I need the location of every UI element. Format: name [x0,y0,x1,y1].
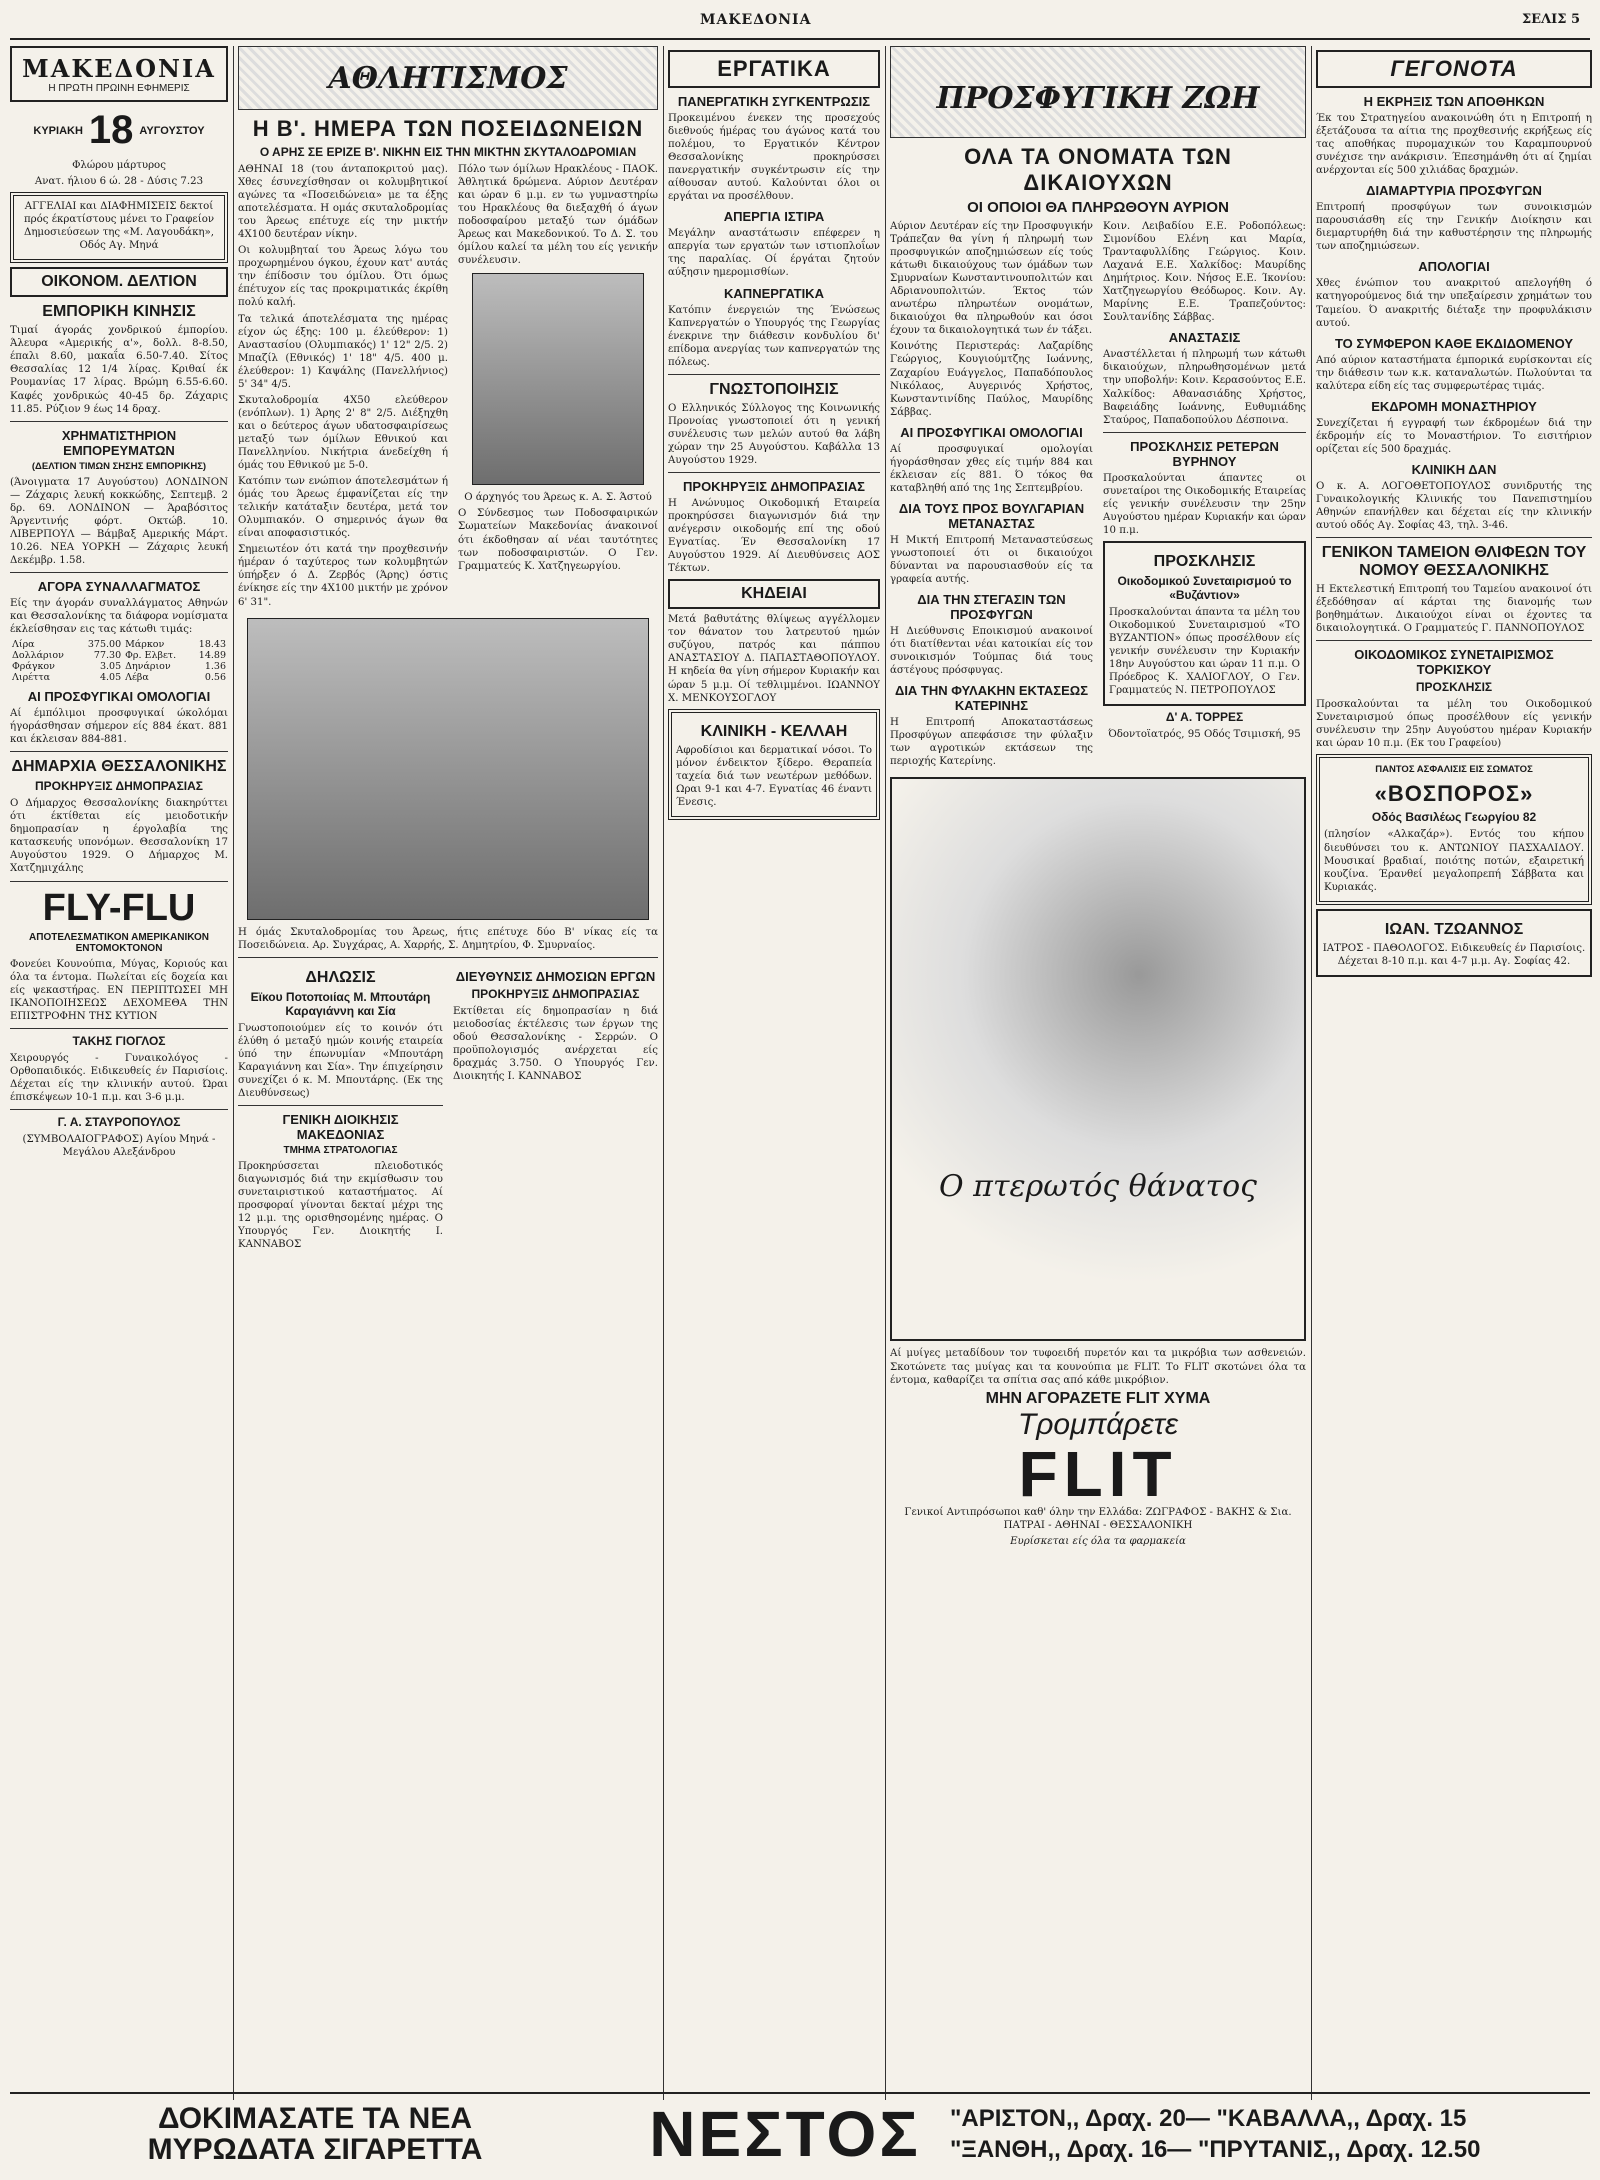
paragraph: Ο κ. Α. ΛΟΓΟΘΕΤΟΠΟΥΛΟΣ συνιδρυτής της Γυναικολογικής Κλινικής του Πανεπιστημίου Αθηνών επανήλθεν και δέχεται είς την κλινικήν αυτού οδός Αγ. Σοφίας 43, τηλ. 3-46. [1316,480,1592,532]
rate-name: Λιρέττα [12,672,51,684]
rate-value: 0.56 [204,672,226,684]
divider [1316,537,1592,538]
page-running-title: ΜΑΚΕΔΟΝΙΑ [700,12,812,28]
section-heading: Η ΕΚΡΗΞΙΣ ΤΩΝ ΑΠΟΘΗΚΩΝ [1363,94,1545,109]
rate-value: 18.43 [198,639,226,651]
econ-bulletin-title [10,267,228,297]
sports-right-area [458,163,658,612]
sports-headline: Η Β'. ΗΜΕΡΑ ΤΩΝ ΠΟΣΕΙΔΩΝΕΙΩΝ [252,116,644,141]
paragraph: Πόλο των όμίλων Ηρακλέους - ΠΑΟΚ. Άθλητικά δρώμενα. Αύριον Δευτέραν και ώραν 6 μ.μ. εν τω γυμναστηρίω του Ηρακλέους θα διεξαχθή ό άγων ποδοσφαίρου μεταξύ των όμάδων Άρεως και Μακεδονικού. Το Δ. Σ. του όμίλου καλεί τα μέλη του είς γενικήν συνέλευσιν. [458,164,658,267]
date-month: ΑΥΓΟΥΣΤΟΥ [139,124,205,137]
rate-name: Δηνάριον [125,661,171,673]
date-sun: Ανατ. ήλιου 6 ώ. 28 - Δύσις 7.23 [34,176,204,188]
econ-title-text: ΟΙΚΟΝΟΜ. ΔΕΛΤΙΟΝ [41,273,197,291]
rate-name: Φράγκον [12,661,55,673]
section-heading: ΤΟ ΣΥΜΦΕΡΟΝ ΚΑΘΕ ΕΚΔΙΔΟΜΕΝΟΥ [1334,335,1574,351]
paragraph: Κατόπιν των ενώπιον άποτελεσμάτων ή όμάς του Άρεως έμφανίζεται είς την τελικήν κατάταξιν δευτέρα, μετά τον Ολυμπιακόν. Ο σημερινός άγων θα είναι αποφασιστικός. [238,476,448,540]
section-heading: ΑΝΑΣΤΑΣΙΣ [1168,330,1241,346]
column-divider [663,46,664,2100]
divider [10,881,228,882]
pension-title: ΓΕΝΙΚΟΝ ΤΑΜΕΙΟΝ ΘΛΙΦΕΩΝ ΤΟΥ ΝΟΜΟΥ ΘΕΣΣΑΛΟΝΙΚΗΣ [1321,544,1587,580]
section-heading: ΚΛΙΝΙΚΗ ΔΑΝ [1411,461,1497,477]
doctor-text: ΙΑΤΡΟΣ - ΠΑΘΟΛΟΓΟΣ. Ειδικευθείς έν Παρισίοις. Δέχεται 8-10 π.μ. και 4-7 μ.μ. Αγ. Σοφίας 42. [1322,942,1586,967]
events-title-box [1316,50,1592,88]
doctor-name: ΙΩΑΝ. ΤΖΩΑΝΝΟΣ [1384,920,1524,938]
municipal-title: ΔΗΜΑΡΧΙΑ ΘΕΣΣΑΛΟΝΙΚΗΣ [11,758,227,776]
divider [238,957,658,958]
announcement-subtitle: Εϊκου Ποτοποιίας Μ. Μπουτάρη Καραγιάννη και Σία [250,989,431,1018]
dentist-name: Δ' Α. ΤΟΡΡΕΣ [1165,710,1244,725]
divider [10,1109,228,1110]
divider [238,1105,443,1106]
column-left [10,46,228,1162]
cigarette-ad-slogan [10,2103,620,2166]
divider [668,472,880,473]
rate-name: Δολλάριον [12,650,64,662]
ads-notice-text: ΑΓΓΕΛΙΑΙ και ΔΙΑΦΗΜΙΣΕΙΣ δεκτοί πρός έκρατίστους μένει το Γραφείον Δημοσιεύσεων της «Μ. Λαγουδάκη», Οδός Αγ. Μηνά [23,201,215,252]
bosporos-ad [1316,754,1592,904]
paragraph: Συνεχίζεται ή εγγραφή των έκδρομέων διά την έκδρομήν είς το Μοναστήριον. Το εισιτήριον ορίζεται είς 500 δραχμάς. [1316,417,1592,455]
flit-footer: Ευρίσκεται είς όλα τα φαρμακεία [1010,1535,1186,1547]
econ-text: Τιμαί άγοράς χονδρικού έμπορίου. Άλευρα «Αμερικής α'», δολλ. 8-8.50, έπαλι 8.60, μακαΐα 6.50-7.40. Σίτος Θεσσαλίας 12 1/4 λίρας. Κριθαί έκ Ρουμανίας 17 λίρας. Βρώμη 6.55-6.60. Καφές χονδρικώς 40-45 δρ. Ζάχαρις 11.85. Ρύζιον 9 έως 14 δραχ. [10,325,228,415]
sports-left-text [238,163,448,612]
sports-bottom-area [238,963,658,1255]
paragraph: Αί προσφυγικαί ομολογίαι ήγοράσθησαν χθες είς τιμήν 884 και έκλεισαν είς 881. Ό τόκος θα καταβληθή από της 1ης Σεπτεμβρίου. [890,443,1093,494]
divider [10,1028,228,1029]
events-title: ΓΕΓΟΝΟΤΑ [1390,56,1518,81]
paragraph: ΑΘΗΝΑΙ 18 (του άνταποκριτού μας). Χθες έσυνεχίσθησαν οι κολυμβητικοί αγώνες τα «Ποσειδώνεια» με τα έξης αποτελέσματα. Η ομάς σκυταλοδρομίας του Άρεως επέτυχε είς την μικτήν 4Χ100 δευτέραν νίκην. [238,164,448,241]
labor-title-box [668,50,880,88]
paragraph: Αύριον Δευτέραν είς την Προσφυγικήν Τράπεζαν θα γίνη ή πληρωμή των προσφυγικών αποζημιώσεων είς τούς κάτωθι δικαιούχους των όμάδων των Σμυρναίων Κωνσταντινουπολιτών και Αδριανουπολιτών. Έκτος τών ανωτέρω πληρωτέων ονομάτων, δικαιούχοι θα πληρωθούν και όσοι έχουν τα δικαιολογητικά των έν τάξει. [890,221,1093,337]
section-heading: ΠΡΟΚΗΡΥΞΙΣ ΔΗΜΟΠΡΑΣΙΑΣ [683,478,865,494]
column-refugee [890,46,1306,1551]
refugee-bonds-title: ΑΙ ΠΡΟΣΦΥΓΙΚΑΙ ΟΜΟΛΟΓΙΑΙ [27,689,211,705]
invite-title: ΠΡΟΣΚΛΗΣΙΣ [1153,552,1256,570]
team-photo [247,618,649,920]
divider [668,374,880,375]
funerals-title-box [668,579,880,609]
paragraph: Επιτροπή προσφύγων των συνοικισμών παρουσιάσθη είς την Γενικήν Διοίκησιν και διεμαρτυρήθη διά την καθυστέρησιν της πληρωμής των αποζημιώσεων. [1316,202,1592,253]
paragraph: Χθες ένώπιον του ανακριτού απελογήθη ό κατηγορούμενος διά την υπεξαίρεσιν χρημάτων του Ταμείου. Ό ανακριτής διέταξε την προφυλάκισιν αυτού. [1316,278,1592,329]
bosporos-title: «ΒΟΣΠΟΡΟΣ» [1374,781,1534,807]
municipal-text: Ο Δήμαρχος Θεσσαλονίκης διακηρύττει ότι έκτίθεται είς μειοδοτικήν δημοπρασίαν η έργολαβία της κατασκευής υπονόμων. Θεσσαλονίκη 17 Αυγούστου 1929. Ο Δήμαρχος Μ. Χατζημιχάλης [10,798,228,875]
divider [10,751,228,752]
currency-text: Είς την άγοράν συναλλάγματος Αθηνών και Θεσσαλονίκης τα διάφορα νομίσματα έκλείσθησαν εις τας κάτωθι τιμάς: [10,597,228,636]
pension-text: Η Εκτελεστική Επιτροπή του Ταμείου ανακοινοί ότι έξεδόθησαν αί κάρται της διανομής των βοηθημάτων. Δικαιούχοι είναι οι έχοντες τα δικαιολογητικά. Ο Γραμματεύς Γ. ΠΑΝΝΟΠΟΥΛΟΣ [1316,584,1592,635]
table-row [10,672,228,683]
exchange-text: (Άνοιγματα 17 Αυγούστου) ΛΟΝΔΙΝΟΝ — Ζάχαρις λευκή κοκκώδης, Σεπτεμβ. 2 δρ. 69. ΛΟΝΔΙΝΟΝ — Άραβόσιτος Άργεντινής φόρτ. Οκτώβ. 10. ΛΙΒΕΡΠΟΥΛ — Βάμβαξ Αμερικής Μάρτ. 10.26. ΝΕΑ ΥΟΡΚΗ — Ζάχαρις λευκή Δεκέμβρ. 1.58. [10,476,228,566]
cigarette-brand: ΝΕΣΤΟΣ [649,2098,921,2170]
sports-banner-title: ΑΘΛΗΤΙΣΜΟΣ [328,61,568,96]
section-heading: ΔΙΑ ΤΗΝ ΦΥΛΑΚΗΝ ΕΚΤΑΣΕΩΣ ΚΑΤΕΡΙΝΗΣ [894,683,1089,714]
paragraph: Προσκαλούνται άπαντες οι συνεταίροι της Οικοδομικής Εταιρείας είς γενικήν συνέλευσιν την 25ην Αυγούστου ημέραν Κυριακήν και ώραν 10 π.μ. [1103,472,1306,536]
paragraph: Κοιν. Λειβαδίου Ε.Ε. Ροδοπόλεως: Σιμονίδου Ελένη και Μαρία, Τρανταφυλλίδης Γεώργιος. Κοιν. Λαχανά Ε.Ε. Χαλκίδος: Μαυρίδης Δημήτριος. Κοιν. Νήσος Ε.Ε. Ίκονίου: Χατζηγεωργίου Θεόδωρος. Κοιν. Αγ. Μαρίνης Ε.Ε. Τραπεζούντος: Σουλτανίδης Σάββας. [1103,221,1306,324]
rate-value: 3.05 [99,661,122,673]
refugee-banner [890,46,1306,138]
divider [1103,432,1306,433]
dentist-text: Όδοντοϊατρός, 95 Οδός Τσιμισκή, 95 [1108,729,1301,741]
clinic-title: ΚΛΙΝΙΚΗ - ΚΕΛΛΑΗ [700,722,848,740]
refugee-subheadline: ΟΙ ΟΠΟΙΟΙ ΘΑ ΠΛΗΡΩΘΟΥΝ ΑΥΡΙΟΝ [967,199,1229,216]
doctor-name: ΤΑΚΗΣ ΓΙΟΓΛΟΣ [72,1033,166,1048]
date-day-name: ΚΥΡΙΑΚΗ [33,124,83,137]
price-line-1: "ΑΡΙΣΤΟΝ,, Δραχ. 20— "ΚΑΒΑΛΛΑ,, Δραχ. 15 [950,2104,1467,2132]
rate-name: Φρ. Ελβετ. [125,650,177,662]
paragraph: Μεγάλην αναστάτωσιν επέφερεν η απεργία των εργατών των ιστιοπλοΐων της παραλίας. Οί έργάται ζητούν αύξησιν ημερομισθίων. [668,228,880,279]
paragraph: Η Επιτροπή Αποκαταστάσεως Προσφύγων απεφάσισε την φύλαξιν των αγροτικών εκτάσεων της περιοχής Κατερίνης. [890,717,1093,768]
municipal-subtitle: ΠΡΟΚΗΡΥΞΙΣ ΔΗΜΟΠΡΑΣΙΑΣ [35,779,203,794]
coop-subtitle: ΠΡΟΣΚΛΗΣΙΣ [1415,680,1493,695]
rate-value: 375.00 [87,639,122,651]
paragraph: Έκ του Στρατηγείου ανακοινώθη ότι η Επιτροπή η έξετάζουσα τα αίτια της προχθεσινής εκρήξεως είς τας αποθήκας πυρομαχικών του Καραμπουρνού συνέχισε την ανάκρισιν. Έπεσημάνθη ότι αί ζημίαι ανέρχονται είς 500 χιλιάδας δραχμών. [1316,113,1592,177]
paragraph: Προκειμένου ένεκεν της προσεχούς διεθνούς ήμέρας του άγώνος κατά του πολέμου, το Εργατικόν Κέντρον Θεσσαλονίκης προκηρύσσει πανεργατικήν συγκέντρωσιν είς την αίθουσαν αυτού. Καλούνται όλοι οι εργάται να προσέλθουν. [668,113,880,203]
flit-text: Αί μυίγες μεταδίδουν τον τυφοειδή πυρετόν και τα μικρόβια των ασθενειών. Σκοτώνετε τας μυίγας και τα κουνούπια με FLIT. Το FLIT σκοτώνει όλα τα έντομα, καθαρίζει τα σπίτια σας από κάθε μικρόβιον. [890,1348,1306,1386]
cigarette-prices [950,2103,1590,2165]
section-heading: ΑΙ ΠΡΟΣΦΥΓΙΚΑΙ ΟΜΟΛΟΓΙΑΙ [900,424,1083,440]
column-divider [233,46,234,2100]
refugee-bonds-text: Αί έμπόλιμοι προσφυγικαί ώκολόμαι ήγοράσθησαν σήμερον είς 884 έκατ. 881 και έκλεισαν 884-881. [10,708,228,746]
cigarette-ad-banner [10,2092,1590,2174]
currency-title: ΑΓΟΡΑ ΣΥΝΑΛΛΑΓΜΑΤΟΣ [37,578,201,594]
refugee-text-area [890,220,1306,771]
section-heading: ΑΠΕΡΓΙΑ ΙΣΤΙΡΑ [723,209,825,225]
rate-value: 1.36 [204,661,226,673]
rate-name: Λέβα [125,672,149,684]
funerals-title: ΚΗΔΕΙΑΙ [741,585,807,603]
section-heading: ΔΙΑ ΤΟΥΣ ΠΡΟΣ ΒΟΥΛΓΑΡΙΑΝ ΜΕΤΑΝΑΣΤΑΣ [898,500,1085,531]
issue-date [10,108,228,153]
paragraph: Η Μικτή Επιτροπή Μεταναστεύσεως γνωστοποιεί ότι οι δικαιούχοι δύνανται να παρουσιασθούν είς τα γραφεία αυτής. [890,534,1093,586]
flyflu-brand: FLY-FLU [42,886,196,929]
rate-value: 77.30 [93,650,122,662]
masthead [10,46,228,102]
notary-text: (ΣΥΜΒΟΛΑΙΟΓΡΑΦΟΣ) Αγίου Μηνά - Μεγάλου Αλεξάνδρου [22,1133,216,1158]
top-rule [10,38,1590,40]
paragraph: Σκυταλοδρομία 4Χ50 ελεύθερον (ενόπλων). 1) Άρης 2' 8" 2/5. Διέξηχθη και ο δεύτερος άγων υδατοσφαιρίσεως μεταξύ των όμίλων Εθνικού και Πανελληνίου. Νικήτρια άνεδείχθη ή όμάς του Εθνικού με 5-0. [238,394,448,472]
slogan-line-2: ΜΥΡΩΔΑΤΑ ΣΙΓΑΡΕΤΤΑ [147,2133,483,2166]
masthead-subtitle: Η ΠΡΩΤΗ ΠΡΩΙΝΗ ΕΦΗΜΕΡΙΣ [48,83,190,94]
divider [10,572,228,573]
date-number: 18 [88,108,134,152]
table-row [10,661,228,672]
clinic-text: Αφροδίσιοι και δερματικαί νόσοι. Το μόνον ένδεικτον ξίδερο. Θεραπεία ταχεία διά των νεωτέρων μεθόδων. Ωραι 9-1 και 4-7. Εγνατίας 46 έναντι Ένεσις. [676,744,872,808]
doctor-text: Χειρουργός - Γυναικολόγος - Ορθοπαιδικός. Ειδικευθείς έν Παρισίοις. Δέχεται είς την κλινικήν αυτού. Ώραι έπισκέψεων 10-1 π.μ. και 3-6 μ.μ. [10,1052,228,1103]
flit-warning: ΜΗΝ ΑΓΟΡΑΖΕΤΕ FLIT ΧΥΜΑ [985,1389,1211,1407]
paragraph: Τα τελικά άποτελέσματα της ημέρας είχον ώς έξης: 100 μ. έλεύθερον: 1) Αναστασίου (Ολυμπιακός) 1' 12" 2/5. 2) Μπαζίλ (Εθνικός) 1' 18" 4/5. 400 μ. έλεύθερον: 1) Καψάλης (Πανελλήνιος) 5' 34" 4/5. [238,313,448,390]
coop-text: Προσκαλούνται τα μέλη του Οικοδομικού Συνεταιρισμού όπως προσέλθουν είς γενικήν συνέλευσιν την 25ην Αυγούστου ημέραν Κυριακήν και ώραν 10 π.μ. (Εκ του Γραφείου) [1316,699,1592,750]
column-divider [885,46,886,2100]
bosporos-address: Οδός Βασιλέως Γεωργίου 82 [1371,810,1537,825]
clinic-ad [668,709,880,820]
econ-subtitle: ΕΜΠΟΡΙΚΗ ΚΙΝΗΣΙΣ [42,303,196,321]
section-heading: ΔΙΑ ΤΗΝ ΣΤΕΓΑΣΙΝ ΤΩΝ ΠΡΟΣΦΥΓΩΝ [917,592,1066,623]
paragraph: Από αύριον καταστήματα έμπορικά ευρίσκονται είς την διάθεσιν των κ.κ. καταναλωτών. Πωλούνται τα καλύτερα είδη είς τας συμφερωτέρας τιμάς. [1316,354,1592,392]
section-heading: ΠΑΝΕΡΓΑΤΙΚΗ ΣΥΓΚΕΝΤΡΩΣΙΣ [677,94,871,109]
flit-call: Τρομπάρετε [1017,1407,1179,1441]
rate-value: 4.05 [99,672,122,684]
currency-table [10,639,228,683]
works-text: Εκτίθεται είς δημοπρασίαν η διά μειοδοσίας έκτέλεσις των έργων της οδού Θεσσαλονίκης - Σερρών. Ο προϋπολογισμός ανέρχεται είς δραχμάς 3.750. Ο Υπουργός Γεν. Διοικητής Ι. ΚΑΝΝΑΒΟΣ [453,1005,658,1082]
refugee-right [1103,220,1306,771]
slogan-line-1: ΔΟΚΙΜΑΣΑΤΕ ΤΑ ΝΕΑ [157,2101,473,2135]
bosporos-text: (πλησίον «Αλκαζάρ»). Εντός του κήπου διευθύνσει του κ. ΑΝΤΩΝΙΟΥ ΠΑΣΧΑΛΙΔΟΥ. Μουσικαί βραδιαί, ποιότης ποτών, εξαιρετική κουζίνα. Έρανθεί μεγαλοπρεπή Σάββατα και Κυριακάς. [1324,829,1584,893]
invite-subtitle: Οικοδομικού Συνεταιρισμού το «Βυζάντιον» [1117,573,1292,602]
section-heading: ΑΠΟΛΟΓΙΑΙ [1418,259,1490,275]
paragraph: Ο Σύνδεσμος των Ποδοσφαιρικών Σωματείων Μακεδονίας άνακοινοί ότι έκδοθησαν αί νέαι ταυτότητες των ποδοσφαιριστών. Ο Γεν. Γραμματεύς Κ. Χατζηγεωργίου. [458,508,658,572]
table-row [10,650,228,661]
section-heading: ΔΙΑΜΑΡΤΥΡΙΑ ΠΡΟΣΦΥΓΩΝ [1366,183,1542,199]
coop-title: ΟΙΚΟΔΟΜΙΚΟΣ ΣΥΝΕΤΑΙΡΙΣΜΟΣ ΤΟΡΚΙΣΚΟΥ [1354,647,1554,678]
labor-title: ΕΡΓΑΤΙΚΑ [717,56,831,81]
admin-text: Προκηρύσσεται πλειοδοτικός διαγωνισμός διά την εκμίσθωσιν του συνεταιριστικού καταστήματος. Αί προσφοραί γίνονται δεκταί μέχρι της 12 μ.μ. της ορισθησομένης ημέρας. Ο Υπουργός Γεν. Διοικητής Ι. ΚΑΝΝΑΒΟΣ [238,1160,443,1251]
team-photo-caption: Η όμάς Σκυταλοδρομίας του Άρεως, ήτις επέτυχε δύο Β' νίκας είς τα Ποσειδώνεια. Αρ. Συγχάρας, Α. Χαρρής, Σ. Δημητρίου, Φ. Σμυρναίος. [238,926,658,951]
paragraph: Σημειωτέον ότι κατά την προχθεσινήν ήμέραν ό ταχύτερος των κολυμβητών ύπήρξεν ό Δ. Ζερβός (Άρης) όστις ένίκησε είς την 4Χ100 μικτήν με χρόνον 6' 31". [238,544,448,608]
paragraph: Κοινότης Περιστεράς: Λαζαρίδης Γεώργιος, Κουγιούμτζης Ιωάννης, Ζαχαρίου Ευάγγελος, Παπαδόπουλος Νικόλαος, Αυγερινός Χρήστος, Κωνσταντινίδης Παύλος, Μαυρίδης Σάββας. [890,341,1093,418]
sports-top-area [238,163,658,612]
refugee-headline: ΟΛΑ ΤΑ ΟΝΟΜΑΤΑ ΤΩΝ ΔΙΚΑΙΟΥΧΩΝ [964,144,1232,195]
refugee-banner-title: ΠΡΟΣΦΥΓΙΚΗ ΖΩΗ [936,81,1260,116]
flyflu-text: Φονεύει Κουνούπια, Μύγας, Κοριούς και όλα τα έντομα. Πωλείται είς δοχεία και είς ψεκαστήρας. ΕΝ ΠΕΡΙΠΤΩΣΕΙ ΜΗ ΙΚΑΝΟΠΟΙΗΣΕΩΣ ΔΕΧΟΜΕΘΑ ΤΗΝ ΕΠΙΣΤΡΟΦΗΝ ΤΗΣ ΚΥΤΙΟΝ [10,958,228,1022]
rate-name: Λίρα [12,639,35,651]
paragraph: Κατόπιν ένεργειών της Ένώσεως Καπνεργατών ο Υπουργός της Γεωργίας ένεκρινε την διάθεσιν κονδυλίου δι' επίδομα ανεργίας των καπνεργατών της πόλεως. [668,304,880,368]
sports-banner [238,46,658,110]
exchange-title: ΧΡΗΜΑΤΙΣΤΗΡΙΟΝ ΕΜΠΟΡΕΥΜΑΤΩΝ [61,427,177,458]
invite-text: Προσκαλούνται άπαντα τα μέλη του Οικοδομικού Συνεταιρισμού «ΤΟ ΒΥΖΑΝΤΙΟΝ» όπως προσέλθουν είς γενικήν συνέλευσιν την Κυριακήν 18ην Αυγούστου και ώραν 11 π.μ. Ο Πρόεδρος Κ. ΧΑΛΙΟΓΛΟΥ, Ο Γεν. Γραμματεύς Ν. ΠΕΤΡΟΠΟΥΛΟΣ [1109,606,1300,697]
section-heading: ΓΝΩΣΤΟΠΟΙΗΣΙΣ [709,380,839,398]
announcement-text: Γνωστοποιούμεν είς το κοινόν ότι έλύθη ό μεταξύ ημών κοινής εταιρεία ύπό την έπωνυμίαν «Μπουτάρη Καραγιάννη και Σία». Την έπιχείρησιν συνεχίζει ό κ. Μ. Μπουτάρης. (Εκ της Διευθύνσεως) [238,1022,443,1099]
sports-subheadline: Ο ΑΡΗΣ ΣΕ ΕΡΙΖΕ Β'. ΝΙΚΗΝ ΕΙΣ ΤΗΝ ΜΙΚΤΗΝ ΣΚΥΤΑΛΟΔΡΟΜΙΑΝ [259,145,637,159]
page-label: ΣΕΛΙΣ 5 [1521,12,1580,27]
works-subtitle: ΠΡΟΚΗΡΥΞΙΣ ΔΗΜΟΠΡΑΣΙΑΣ [471,986,640,1001]
notary-name: Γ. Α. ΣΤΑΥΡΟΠΟΥΛΟΣ [57,1114,181,1129]
divider [1316,640,1592,641]
column-sports [238,46,658,1254]
doctor-ad [1316,909,1592,977]
paragraph: Ο Ελληνικός Σύλλογος της Κοινωνικής Προνοίας γνωστοποιεί ότι η γενική συνέλευσις των μελών αυτού θα λάβη χώραν την 25 Αυγούστου. Καβάλλα 13 Αυγούστου 1929. [668,402,880,466]
column-divider [1311,46,1312,2100]
section-heading: ΕΚΔΡΟΜΗ ΜΟΝΑΣΤΗΡΙΟΥ [1371,398,1537,414]
rate-value: 14.89 [198,650,226,662]
admin-title: ΓΕΝΙΚΗ ΔΙΟΙΚΗΣΙΣ ΜΑΚΕΔΟΝΙΑΣ [282,1111,399,1142]
divider [10,421,228,422]
masthead-title: ΜΑΚΕΔΟΝΙΑ [22,54,216,83]
notices-left [238,963,443,1255]
byzantion-invite [1103,541,1306,706]
date-saint: Φλώρου μάρτυρος [72,160,166,171]
announcement-title: ΔΗΛΩΣΙΣ [305,968,376,986]
rate-name: Μάρκον [125,639,165,651]
notices-right [453,963,658,1255]
funerals-text: Μετά βαθυτάτης θλίψεως αγγέλλομεν τον θάνατον του λατρευτού ημών συζύγου, πατρός και πάππου ΑΝΑΣΤΑΣΙΟΥ Δ. ΠΑΠΑΣΤΑΘΟΠΟΥΛΟΥ. Η κηδεία θα γίνη σήμερον Κυριακήν και ώραν 5 μ.μ. Οί τεθλιμμένοι. ΙΩΑΝΝΟΥ Χ. ΜΕΝΚΟΥΣΟΓΛΟΥ [668,614,880,704]
table-row [10,639,228,650]
paragraph: Η Διεύθυνσις Εποικισμού ανακοινοί ότι διατίθενται νέαι κατοικίαι είς τον συνοικισμόν Τούμπας διά τους άστέγους πρόσφυγας. [890,626,1093,677]
works-title: ΔΙΕΥΘΥΝΣΙΣ ΔΗΜΟΣΙΩΝ ΕΡΓΩΝ [455,968,656,984]
price-line-2: "ΞΑΝΘΗ,, Δραχ. 16— "ΠΡΥΤΑΝΙΣ,, Δραχ. 12.50 [950,2136,1481,2163]
flit-agents: Γενικοί Αντιπρόσωποι καθ' όλην την Ελλάδα: ΖΩΓΡΑΦΟΣ - ΒΑΚΗΣ & Σια. ΠΑΤΡΑΙ - ΑΘΗΝΑΙ - ΘΕΣΣΑΛΟΝΙΚΗ [904,1506,1292,1531]
column-events [1316,46,1592,981]
column-labor [668,46,880,824]
portrait-photo [472,273,644,485]
paragraph: Η Ανώνυμος Οικοδομική Εταιρεία προκηρύσσει διαγωνισμόν διά την ανέγερσιν οικοδομής επί της οδού Εγνατίας. Έν Θεσσαλονίκη 17 Αυγούστου 1929. Αί Διευθύνσεις ΑΟΣ Τέκτων. [668,497,880,575]
admin-subtitle: ΤΜΗΜΑ ΣΤΡΑΤΟΛΟΓΙΑΣ [283,1144,398,1156]
flit-advertisement [890,777,1306,1341]
ads-notice-box [10,192,228,263]
flyflu-subtitle: ΑΠΟΤΕΛΕΣΜΑΤΙΚΟΝ ΑΜΕΡΙΚΑΝΙΚΟΝ ΕΝΤΟΜΟΚΤΟΝΟΝ [29,931,209,954]
flit-brand: FLIT [1018,1437,1178,1510]
section-heading: ΠΡΟΣΚΛΗΣΙΣ ΡΕΤΕΡΩΝ ΒΥΡΗΝΟΥ [1130,438,1279,469]
exchange-subtitle: (ΔΕΛΤΙΟΝ ΤΙΜΩΝ ΣΗΣΗΣ ΕΜΠΟΡΙΚΗΣ) [31,460,207,472]
bosporos-pre: ΠΑΝΤΟΣ ΑΣΦΑΛΙΣΙΣ ΕΙΣ ΣΩΜΑΤΟΣ [1375,764,1533,776]
flit-caption: Ο πτερωτός θάνατος [939,1169,1257,1205]
section-heading: ΚΑΠΝΕΡΓΑΤΙΚΑ [724,285,824,301]
portrait-caption: Ο άρχηγός του Άρεως κ. Α. Σ. Άστού [464,492,652,504]
paragraph: Αναστέλλεται ή πληρωμή των κάτωθι δικαιούχων, πληρωθησομένων μετά την υποβολήν: Κοιν. Κερασούντος Ε.Ε. Χαλκίδος: Αθανασιάδης Χρήστος, Βαφειάδης Ιωάννης, Ευθυμιάδης Σταύρος, Παπαδοπούλου Δέσποινα. [1103,349,1306,426]
refugee-left [890,220,1093,771]
paragraph: Οι κολυμβηταί του Άρεως λόγω του προχωρημένου όγκου, έχουν κατ' αυτάς την έπίδοσιν του όμίλου. Ότι όμως έπέτυχον είς τας προκριματικάς έκρίθη πολύ καλή. [238,245,448,309]
